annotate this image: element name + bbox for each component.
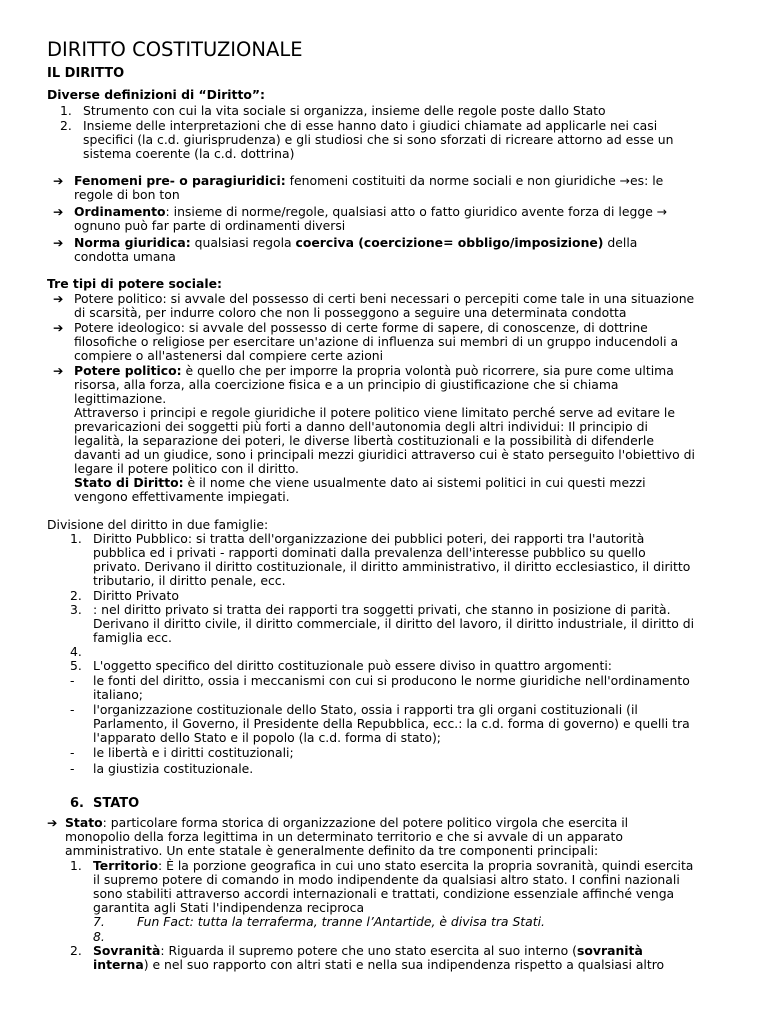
division-line: Diritto Privato xyxy=(93,588,179,603)
arrow-bullet-icon: ➔ xyxy=(53,291,64,306)
section-heading-stato: STATO xyxy=(93,796,140,811)
power-line: legittimazione. xyxy=(74,391,167,406)
division-line: L'oggetto specifico del diritto costituzionale può essere diviso in quattro argomenti: xyxy=(93,658,612,673)
list-number: 1. xyxy=(70,858,82,873)
section-number: 6. xyxy=(70,796,84,811)
power-line: di scarsità, per indurre coloro che non li posseggono a seguire una determinata condotta xyxy=(74,305,627,320)
power-line: Attraverso i principi e regole giuridiche il potere politico viene limitato perché serve ad evitare le xyxy=(74,405,675,420)
concept-line: regole di bon ton xyxy=(74,187,180,202)
powers-heading: Tre tipi di potere sociale: xyxy=(47,276,222,291)
concept-line: Norma giuridica: qualsiasi regola coercivа (coercizione= obbligo/imposizione) della xyxy=(74,235,638,250)
definition-line: specifici (la c.d. giurisprudenza) e gli studiosi che si sono sforzati di ricreare attorno ad esse un xyxy=(83,132,674,147)
arrow-bullet-icon: ➔ xyxy=(53,235,64,250)
division-line: Derivano il diritto civile, il diritto commerciale, il diritto del lavoro, il diritto industriale, il diritto di xyxy=(93,616,695,631)
argument-line: la giustizia costituzionale. xyxy=(93,761,254,776)
list-number: 2. xyxy=(70,588,82,603)
dash-bullet: - xyxy=(70,702,75,717)
list-number: 3. xyxy=(70,602,82,617)
concept-line: Fenomeni pre- o paragiuridici: fenomeni costituiti da norme sociali e non giuridiche →es: le xyxy=(74,173,664,188)
power-line: prevaricazioni dei soggetti più forti a danno dell'autonomia degli altri individui: Il principio di xyxy=(74,419,648,434)
definitions-heading: Diverse definizioni di “Diritto”: xyxy=(47,87,266,102)
argument-line: Parlamento, il Governo, il Presidente della Repubblica, ecc.: la c.d. forma di governo) e quelli tra xyxy=(93,716,690,731)
list-number: 1. xyxy=(60,103,72,118)
stato-diritto-line: Stato di Diritto: è il nome che viene usualmente dato ai sistemi politici in cui questi mezzi xyxy=(74,475,646,490)
concept-line: ognuno può far parte di ordinamenti diversi xyxy=(74,218,346,233)
power-line: legalità, la separazione dei poteri, le diverse libertà costituzionali e la possibilità di difenderle xyxy=(74,433,654,448)
list-number: 4. xyxy=(70,644,82,659)
list-number: 1. xyxy=(70,531,82,546)
component-line: sono stabiliti attraverso accordi internazionali e trattati, condizione essenziale affinché venga xyxy=(93,886,675,901)
dash-bullet: - xyxy=(70,761,75,776)
argument-line: le libertà e i diritti costituzionali; xyxy=(93,745,294,760)
power-line: Potere politico: è quello che per imporre la propria volontà può ricorrere, sia pure come ultima xyxy=(74,363,674,378)
list-number: 7. xyxy=(93,914,105,929)
division-line: privato. Derivano il diritto costituzionale, il diritto amministrativo, il diritto ecclesiastico, il diritto xyxy=(93,559,691,574)
definition-line: sistema coerente (la c.d. dottrina) xyxy=(83,146,295,161)
component-line: interna) e nel suo rapporto con altri stati e nella sua indipendenza rispetto a qualsiasi altro xyxy=(93,957,665,972)
power-line: Potere ideologico: si avvale del possesso di certe forme di sapere, di conoscenze, di dottrine xyxy=(74,320,648,335)
power-line: davanti ad un giudice, sono i principali mezzi giuridici attraverso cui è stato perseguito l'obiettivo di xyxy=(74,447,695,462)
argument-line: le fonti del diritto, ossia i meccanismi con cui si producono le norme giuridiche nell'ordinamento xyxy=(93,673,690,688)
division-line: famiglia ecc. xyxy=(93,630,172,645)
arrow-bullet-icon: ➔ xyxy=(53,320,64,335)
power-line: Potere politico: si avvale del possesso di certi beni necessari o percepiti come tale in una situazione xyxy=(74,291,695,306)
arrow-bullet-icon: ➔ xyxy=(53,363,64,378)
division-line: tributario, il diritto penale, ecc. xyxy=(93,573,286,588)
arrow-bullet-icon: ➔ xyxy=(53,204,64,219)
division-line: : nel diritto privato si tratta dei rapporti tra soggetti privati, che stanno in posizione di parità. xyxy=(93,602,671,617)
component-line: Sovranità: Riguarda il supremo potere che uno stato esercita al suo interno (sovranità xyxy=(93,943,643,958)
concept-line: Ordinamento: insieme di norme/regole, qualsiasi atto o fatto giuridico avente forza di legge → xyxy=(74,204,668,219)
power-line: risorsa, alla forza, alla coercizione fisica e a un principio di giustificazione che si chiama xyxy=(74,377,619,392)
stato-definition-line: monopolio della forza legittima in un determinato territorio e che si avvale di un apparato xyxy=(65,829,623,844)
arrow-bullet-icon: ➔ xyxy=(53,173,64,188)
power-line: filosofiche o religiose per esercitare un'azione di influenza sui membri di un gruppo inducendoli a xyxy=(74,334,679,349)
division-line: pubblica ed i privati - rapporti dominati dalla prevalenza dell'interesse pubblico su quello xyxy=(93,545,646,560)
dash-bullet: - xyxy=(70,673,75,688)
definition-line: Insieme delle interpretazioni che di esse hanno dato i giudici chiamate ad applicarle nei casi xyxy=(83,118,658,133)
dash-bullet: - xyxy=(70,745,75,760)
list-number: 5. xyxy=(70,658,82,673)
list-number: 2. xyxy=(70,943,82,958)
power-line: legare il potere politico con il diritto. xyxy=(74,461,299,476)
component-line: Territorio: È la porzione geografica in cui uno stato esercita la propria sovranità, quindi esercita xyxy=(93,858,694,873)
component-line: il supremo potere di comando in modo indipendente da qualsiasi altro stato. I confini nazionali xyxy=(93,872,680,887)
power-line: compiere o all'astenersi dal compiere certe azioni xyxy=(74,348,384,363)
stato-definition-line: Stato: particolare forma storica di organizzazione del potere politico virgola che esercita il xyxy=(65,815,629,830)
section-heading-diritto: IL DIRITTO xyxy=(47,66,125,81)
concept-line: condotta umana xyxy=(74,249,176,264)
argument-line: l'organizzazione costituzionale dello Stato, ossia i rapporti tra gli organi costituzionali (il xyxy=(93,702,638,717)
list-number: 2. xyxy=(60,118,72,133)
division-line: Diritto Pubblico: si tratta dell'organizzazione dei pubblici poteri, dei rapporti tra l'autorità xyxy=(93,531,645,546)
stato-diritto-line: vengono effettivamente impiegati. xyxy=(74,489,290,504)
argument-line: l'apparato dello Stato e il popolo (la c.d. forma di stato); xyxy=(93,730,441,745)
list-number: 8. xyxy=(93,929,105,944)
division-heading: Divisione del diritto in due famiglie: xyxy=(47,517,269,532)
component-line: garantita agli Stati l'indipendenza reciproca xyxy=(93,900,365,915)
document-title: DIRITTO COSTITUZIONALE xyxy=(47,38,303,61)
stato-definition-line: amministrativo. Un ente statale è generalmente definito da tre componenti principali: xyxy=(65,843,599,858)
arrow-bullet-icon: ➔ xyxy=(47,815,58,830)
argument-line: italiano; xyxy=(93,687,143,702)
fun-fact-text: Fun Fact: tutta la terraferma, tranne l’Antartide, è divisa tra Stati. xyxy=(137,914,545,929)
definition-line: Strumento con cui la vita sociale si organizza, insieme delle regole poste dallo Stato xyxy=(83,103,606,118)
